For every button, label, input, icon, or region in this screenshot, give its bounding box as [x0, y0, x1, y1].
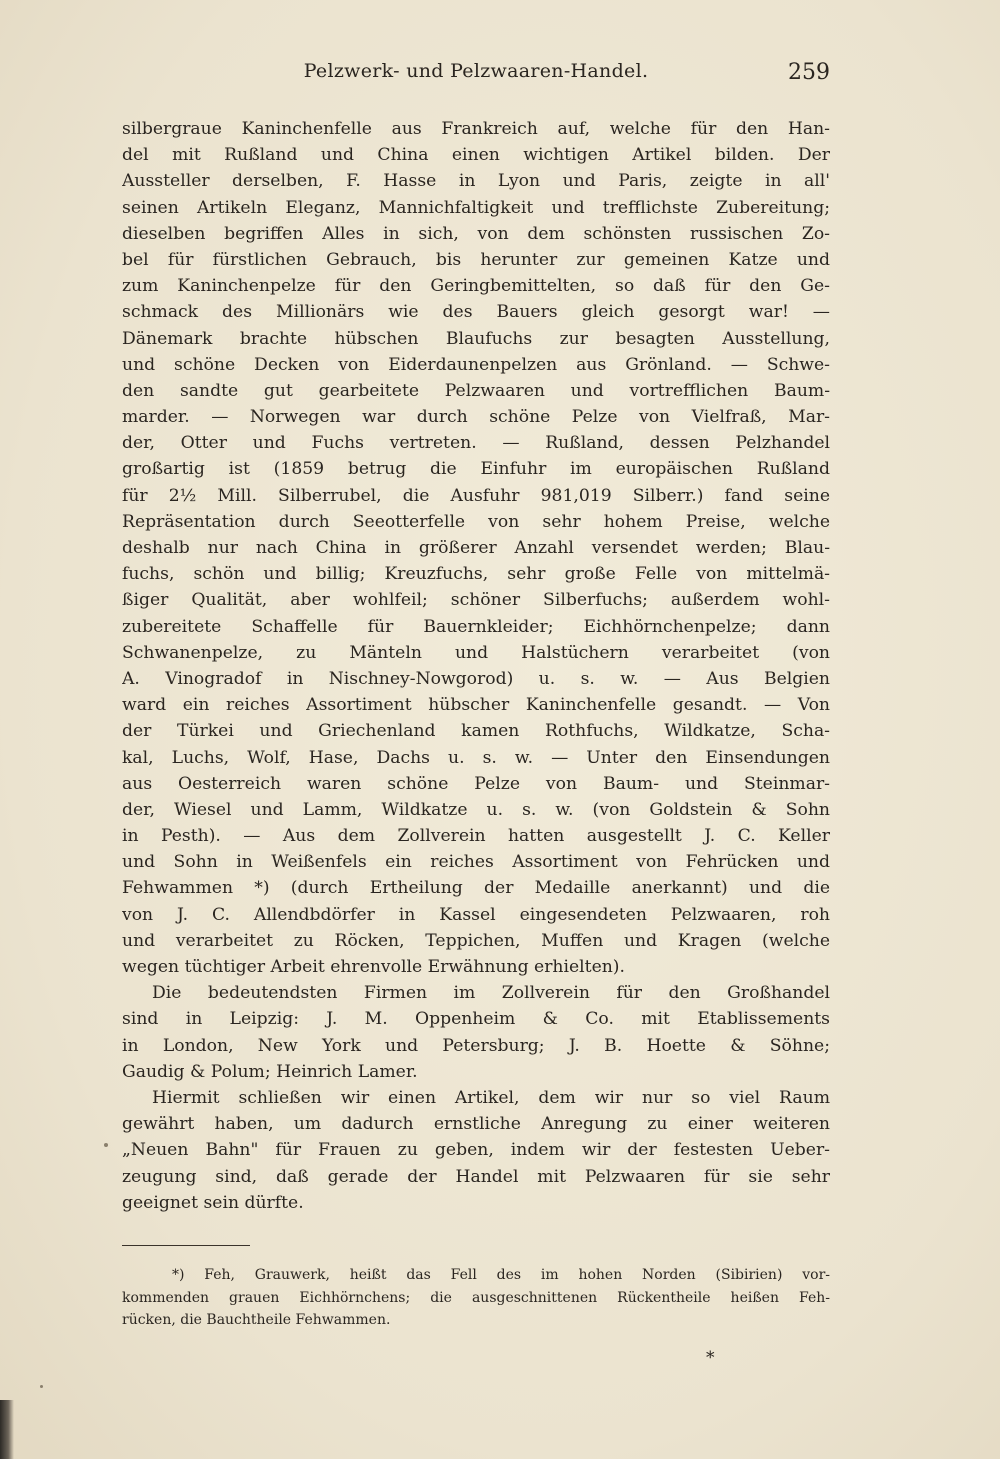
footnote-line: kommenden grauen Eichhörnchens; die ausgeschnittenen Rückentheile heißen Feh- — [122, 1289, 830, 1306]
running-head: Pelzwerk- und Pelzwaaren-Handel. — [303, 60, 649, 82]
text-line: del mit Rußland und China einen wichtigen Artikel bilden. Der — [122, 145, 830, 166]
text-line: ßiger Qualität, aber wohlfeil; schöner Silberfuchs; außerdem wohl- — [122, 590, 830, 611]
text-line: Gaudig & Polum; Heinrich Lamer. — [122, 1061, 418, 1082]
text-line: den sandte gut gearbeitete Pelzwaaren und vortrefflichen Baum- — [122, 380, 830, 401]
text-line: in Pesth). — Aus dem Zollverein hatten ausgestellt J. C. Keller — [122, 826, 830, 847]
text-line: ward ein reiches Assortiment hübscher Kaninchenfelle gesandt. — Von — [122, 695, 830, 716]
text-line: zeugung sind, daß gerade der Handel mit Pelzwaaren für sie sehr — [122, 1166, 830, 1187]
text-line: schmack des Millionärs wie des Bauers gleich gesorgt war! — — [122, 302, 830, 323]
text-line: Dänemark brachte hübschen Blaufuchs zur besagten Ausstellung, — [122, 328, 830, 349]
text-line: von J. C. Allendbdörfer in Kassel eingesendeten Pelzwaaren, roh — [122, 904, 830, 925]
text-line: geeignet sein dürfte. — [122, 1192, 304, 1213]
text-line: marder. — Norwegen war durch schöne Pelze von Vielfraß, Mar- — [122, 407, 830, 428]
text-line: Hiermit schließen wir einen Artikel, dem wir nur so viel Raum — [152, 1087, 830, 1108]
text-line: zubereitete Schaffelle für Bauernkleider; Eichhörnchenpelze; dann — [122, 616, 830, 637]
body-text — [122, 116, 830, 1216]
text-line: Schwanenpelze, zu Mänteln und Halstüchern verarbeitet (von — [122, 642, 830, 663]
paper-speck — [40, 1385, 43, 1388]
binding-edge — [0, 1400, 14, 1459]
text-line: für 2½ Mill. Silberrubel, die Ausfuhr 981,019 Silberr.) fand seine — [122, 485, 830, 506]
footnote-line: rücken, die Bauchtheile Fehwammen. — [122, 1312, 391, 1328]
footnote-divider — [122, 1245, 250, 1246]
text-line: der, Wiesel und Lamm, Wildkatze u. s. w. (von Goldstein & Sohn — [122, 799, 830, 820]
text-line: der, Otter und Fuchs vertreten. — Rußland, dessen Pelzhandel — [122, 433, 830, 454]
text-line: und Sohn in Weißenfels ein reiches Assortiment von Fehrücken und — [122, 852, 830, 873]
text-line: aus Oesterreich waren schöne Pelze von Baum- und Steinmar- — [122, 773, 830, 794]
text-line: großartig ist (1859 betrug die Einfuhr im europäischen Rußland — [122, 459, 830, 480]
text-line: Die bedeutendsten Firmen im Zollverein für den Großhandel — [152, 983, 830, 1004]
text-line: „Neuen Bahn" für Frauen zu geben, indem wir der festesten Ueber- — [122, 1140, 830, 1161]
text-line: Aussteller derselben, F. Hasse in Lyon und Paris, zeigte in all' — [122, 171, 830, 192]
text-line: Fehwammen *) (durch Ertheilung der Medaille anerkannt) und die — [122, 878, 830, 899]
text-line: der Türkei und Griechenland kamen Rothfuchs, Wildkatze, Scha- — [122, 721, 830, 742]
paper-speck — [104, 1143, 108, 1147]
footnote — [122, 1264, 830, 1332]
text-line: und verarbeitet zu Röcken, Teppichen, Muffen und Kragen (welche — [122, 930, 830, 951]
text-line: und schöne Decken von Eiderdaunenpelzen aus Grönland. — Schwe- — [122, 354, 830, 375]
text-line: kal, Luchs, Wolf, Hase, Dachs u. s. w. — Unter den Einsendungen — [122, 747, 830, 768]
text-line: Repräsentation durch Seeotterfelle von sehr hohem Preise, welche — [122, 511, 830, 532]
text-line: silbergraue Kaninchenfelle aus Frankreich auf, welche für den Han- — [122, 119, 830, 139]
text-line: bel für fürstlichen Gebrauch, bis herunter zur gemeinen Katze und — [122, 249, 830, 270]
text-line: in London, New York und Petersburg; J. B. Hoette & Söhne; — [122, 1035, 830, 1056]
text-line: seinen Artikeln Eleganz, Mannichfaltigkeit und trefflichste Zubereitung; — [122, 197, 830, 218]
text-line: gewährt haben, um dadurch ernstliche Anregung zu einer weiteren — [122, 1114, 830, 1135]
page-number: 259 — [788, 60, 830, 85]
text-line: zum Kaninchenpelze für den Geringbemittelten, so daß für den Ge- — [122, 276, 830, 297]
text-line: fuchs, schön und billig; Kreuzfuchs, sehr große Felle von mittelmä- — [122, 564, 830, 585]
signature-mark: * — [706, 1348, 715, 1368]
page-header — [122, 60, 830, 96]
text-line: sind in Leipzig: J. M. Oppenheim & Co. mit Etablissements — [122, 1009, 830, 1030]
text-line: dieselben begriffen Alles in sich, von dem schönsten russischen Zo- — [122, 223, 830, 244]
text-line: wegen tüchtiger Arbeit ehrenvolle Erwähnung erhielten). — [122, 957, 625, 977]
footnote-line: *) Feh, Grauwerk, heißt das Fell des im hohen Norden (Sibirien) vor- — [172, 1267, 830, 1283]
text-line: deshalb nur nach China in größerer Anzahl versendet werden; Blau- — [122, 538, 830, 558]
text-line: A. Vinogradof in Nischney-Nowgorod) u. s. w. — Aus Belgien — [122, 668, 830, 689]
